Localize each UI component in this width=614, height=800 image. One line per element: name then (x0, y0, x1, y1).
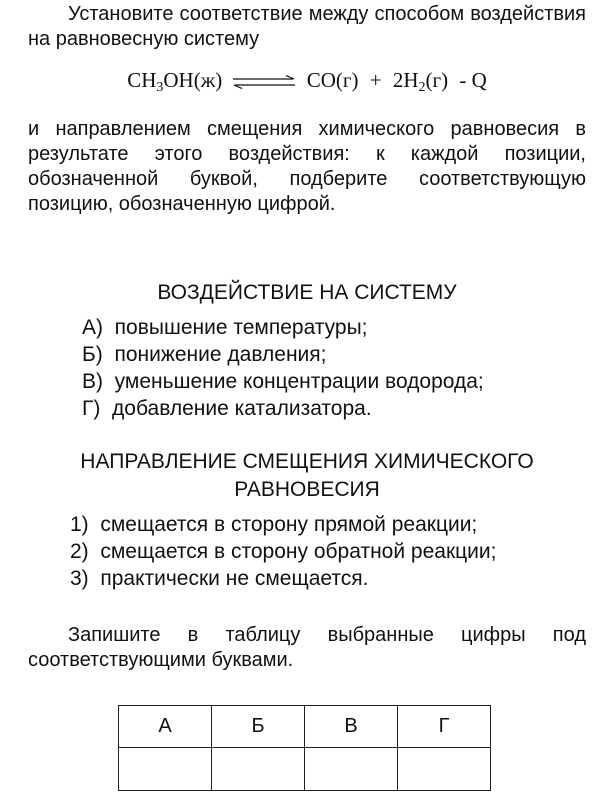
instruction-text: и направлением смещения химического равновесия в результате этого воздействия: к каждой позиции, обозначенной буквой, подберите соответствующую позицию, обозначенную цифрой. (28, 118, 586, 215)
list-item: 3) практически не смещается. (70, 567, 369, 590)
reactant: $CH_3OH(ж)$ (127, 68, 223, 95)
list-item: 2) смещается в сторону обратной реакции; (70, 540, 497, 563)
list-item: В) уменьшение концентрации водорода; (82, 370, 484, 393)
section-b-title-line2: РАВНОВЕСИЯ (234, 478, 380, 501)
answer-cell-b[interactable] (212, 748, 305, 791)
product-h2: $2H_2(г)$ (392, 68, 449, 95)
answer-cell-v[interactable] (305, 748, 398, 791)
section-b-list (70, 511, 496, 592)
list-item: А) повышение температуры; (82, 316, 368, 339)
header-cell-b: Б (212, 706, 305, 748)
list-item: 1) смещается в сторону прямой реакции; (70, 513, 478, 536)
answer-cell-a[interactable] (119, 748, 212, 791)
intro-text (28, 2, 586, 52)
section-a-list (82, 314, 484, 422)
intro-line: Установите соответствие между способом воздействия на равновесную систему (28, 3, 586, 50)
plus-sign: + (369, 68, 382, 92)
list-item: Б) понижение давления; (82, 343, 327, 366)
answer-input-row (119, 748, 491, 791)
answer-header-row (119, 706, 491, 748)
header-cell-a: А (119, 706, 212, 748)
footer-instruction: Запишите в таблицу выбранные цифры под соответствующими буквами. (28, 624, 586, 671)
section-a-title: ВОЗДЕЙСТВИЕ НА СИСТЕМУ (157, 281, 457, 304)
answer-table (118, 705, 491, 791)
header-cell-v: В (305, 706, 398, 748)
section-b-title-line1: НАПРАВЛЕНИЕ СМЕЩЕНИЯ ХИМИЧЕСКОГО (80, 450, 534, 473)
product-co: CO(г) (306, 68, 359, 92)
answer-cell-g[interactable] (398, 748, 491, 791)
heat-term: - Q (459, 68, 487, 92)
list-item: Г) добавление катализатора. (82, 397, 372, 420)
header-cell-g: Г (398, 706, 491, 748)
equilibrium-arrow-icon (231, 75, 297, 89)
chemical-equation (0, 68, 614, 93)
section-b-title (28, 448, 586, 504)
